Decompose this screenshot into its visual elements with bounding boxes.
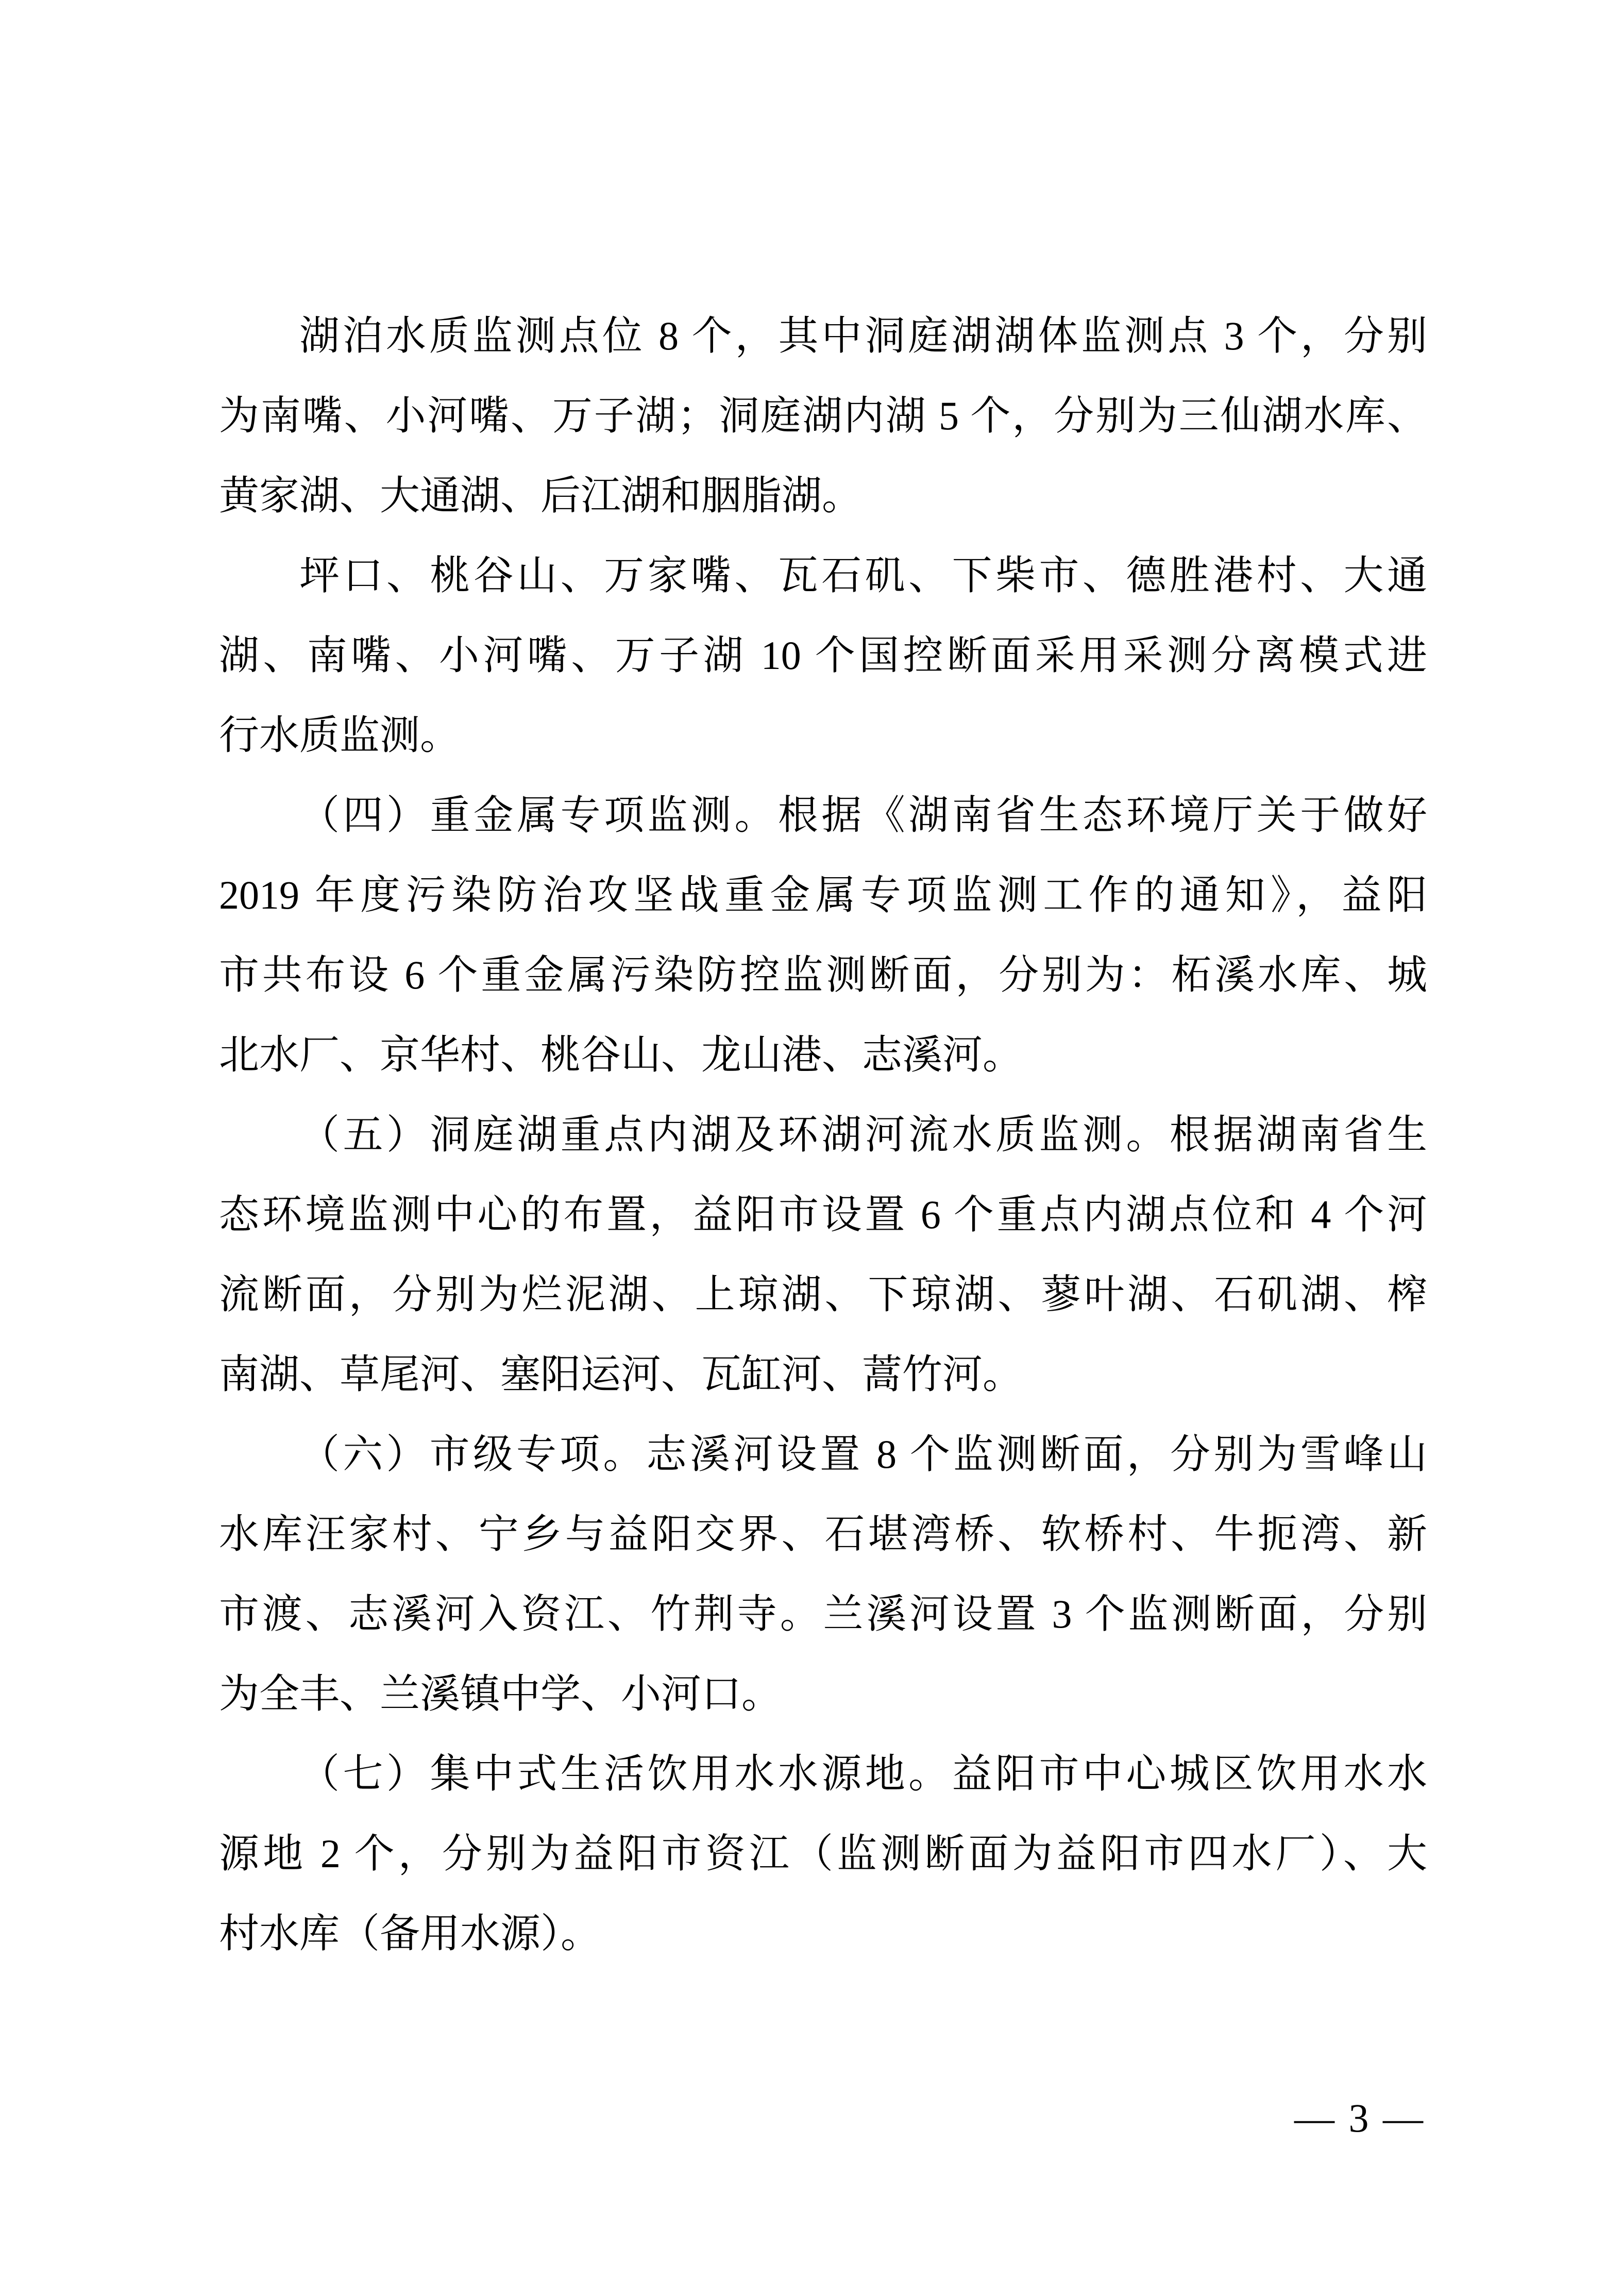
- page-number: — 3 —: [1294, 2096, 1425, 2140]
- text-line: 为全丰、兰溪镇中学、小河口。: [219, 1671, 782, 1716]
- text-line: 2019 年度污染防治攻坚战重金属专项监测工作的通知》，益阳: [219, 873, 1427, 917]
- text-line: 市渡、志溪河入资江、竹荆寺。兰溪河设置 3 个监测断面，分别: [219, 1591, 1427, 1636]
- text-line: 湖、南嘴、小河嘴、万子湖 10 个国控断面采用采测分离模式进: [219, 633, 1427, 678]
- text-content: [219, 296, 1427, 1973]
- paragraph: [219, 775, 1427, 1095]
- text-line: 南湖、草尾河、塞阳运河、瓦缸河、蒿竹河。: [219, 1352, 1023, 1397]
- text-line: （六）市级专项。志溪河设置 8 个监测断面，分别为雪峰山: [299, 1432, 1427, 1477]
- text-line: 北水厂、京华村、桃谷山、龙山港、志溪河。: [219, 1032, 1023, 1077]
- text-line: （五）洞庭湖重点内湖及环湖河流水质监测。根据湖南省生: [299, 1112, 1427, 1157]
- text-line: 行水质监测。: [219, 713, 461, 758]
- text-line: 流断面，分别为烂泥湖、上琼湖、下琼湖、蓼叶湖、石矶湖、榨: [219, 1272, 1427, 1317]
- text-line: 村水库（备用水源）。: [219, 1911, 601, 1956]
- text-line: （七）集中式生活饮用水水源地。益阳市中心城区饮用水水: [299, 1751, 1427, 1796]
- text-line: 水库汪家村、宁乡与益阳交界、石堪湾桥、软桥村、牛扼湾、新: [219, 1512, 1427, 1556]
- text-line: 市共布设 6 个重金属污染防控监测断面，分别为：柘溪水库、城: [219, 952, 1427, 997]
- paragraph: [219, 1734, 1427, 1973]
- paragraph: [219, 1095, 1427, 1414]
- paragraph: [219, 1414, 1427, 1734]
- text-line: 源地 2 个，分别为益阳市资江（监测断面为益阳市四水厂）、大: [219, 1831, 1427, 1876]
- text-line: （四）重金属专项监测。根据《湖南省生态环境厅关于做好: [299, 793, 1427, 837]
- paragraph: [219, 535, 1427, 775]
- text-line: 为南嘴、小河嘴、万子湖；洞庭湖内湖 5 个，分别为三仙湖水库、: [219, 393, 1427, 438]
- text-line: 坪口、桃谷山、万家嘴、瓦石矶、下柴市、德胜港村、大通: [299, 553, 1427, 598]
- paragraph: [219, 296, 1427, 535]
- text-line: 黄家湖、大通湖、后江湖和胭脂湖。: [219, 473, 863, 518]
- text-line: 湖泊水质监测点位 8 个，其中洞庭湖湖体监测点 3 个，分别: [299, 313, 1427, 358]
- text-line: 态环境监测中心的布置，益阳市设置 6 个重点内湖点位和 4 个河: [219, 1192, 1427, 1237]
